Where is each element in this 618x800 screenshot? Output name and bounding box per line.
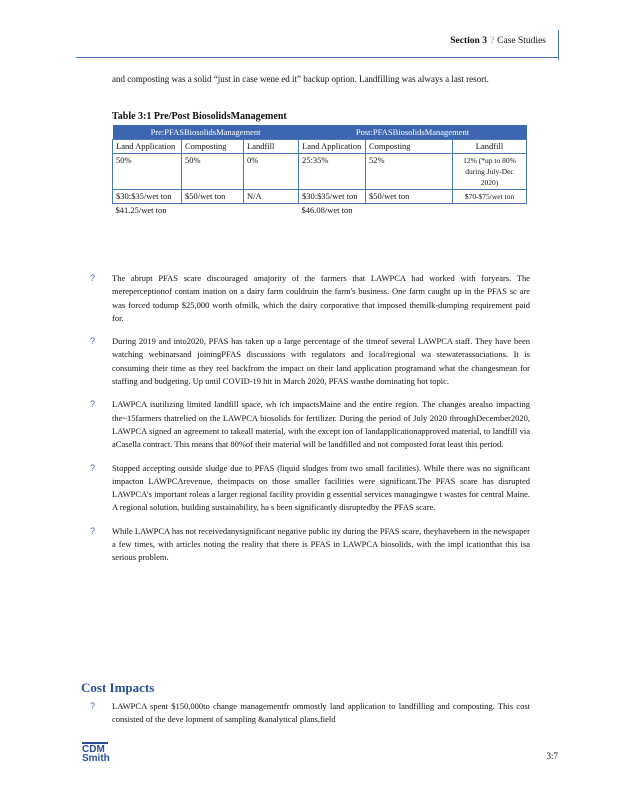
bullet-text: The abrupt PFAS scare discouraged amajority of the farmers that LAWPCA had worked with foryears. The mereperceptionof contam ination on a dairy farm couldruin the farm's business. One farm caught up in the PFAS sc are was forced todump $25,000 worth ofmilk, which the dairy corporative that imposed themilk-dumping requirement paid for.: [112, 273, 530, 323]
list-item: [90, 272, 530, 325]
column-header: Landfill: [453, 140, 527, 154]
page-number: 3:7: [546, 751, 558, 761]
list-item: [90, 700, 530, 727]
table-row: [113, 190, 527, 204]
table-cell: [182, 204, 244, 218]
bullet-text: While LAWPCA has not receivedanysignificant negative public ity during the PFAS scare, theyhavebeen in the newspaper a few times, with articles noting the reality that there is PFAS in LAWPCA biosolids, with the impl icationthat this isa serious problem.: [112, 525, 530, 563]
header-rule-vertical: [558, 30, 559, 60]
table-row: [113, 204, 527, 218]
header-separator: ?: [489, 36, 495, 46]
bullet-text: Stopped accepting outside sludge due to PFAS (liquid sludges from two small facilities). While there was no significant impacton LAWPCArevenue, theimpacts on those smaller facilities were significant.The PFAS scare has disrupted LAWPCA’s important roleas a larger regional facility providin g essential services managingwe t wastes for central Maine. A regional solution, building sustainability, ha s been significantly disruptedby the PFAS scare.: [112, 462, 530, 513]
column-header: Landfill: [244, 140, 299, 154]
table-cell: $70-$75/wet ton: [453, 190, 527, 204]
header-rule: [76, 57, 558, 58]
table-cell: [453, 204, 527, 218]
bullet-marker: ?: [90, 273, 96, 283]
bullet-text: LAWPCA spent $150,000to change managementfr ommostly land application to landfilling and composting. This cost consisted of the deve lopment of sampling &analytical plans,field: [112, 701, 530, 725]
bullet-list: [90, 272, 530, 575]
table-group-header-row: [113, 125, 527, 140]
cdm-smith-logo: [82, 741, 122, 763]
table-cell: [244, 204, 299, 218]
column-header: Composting: [366, 140, 453, 154]
table-cell: 25:35%: [299, 154, 366, 190]
table-cell: $50/wet ton: [182, 190, 244, 204]
cost-bullet-list: [90, 700, 530, 737]
table-cell: 52%: [366, 154, 453, 190]
table-cell: 50%: [182, 154, 244, 190]
intro-paragraph: and composting was a solid “just in case wene ed it” backup option. Landfilling was always a last resort.: [112, 74, 489, 84]
bullet-marker: ?: [90, 525, 96, 536]
table-cell: 50%: [113, 154, 182, 190]
table-cell: $50/wet ton: [366, 190, 453, 204]
table-cell: $46.08/wet ton: [301, 205, 353, 215]
table-cell: $41.25/wet ton: [115, 205, 167, 215]
bullet-marker: ?: [90, 399, 96, 410]
section-heading: Cost Impacts: [81, 680, 155, 695]
table-caption: Table 3:1 Pre/Post BiosolidsManagement: [112, 111, 287, 122]
biosolids-table: [112, 125, 527, 217]
table-cell: $30:$35/wet ton: [299, 190, 366, 204]
list-item: [90, 462, 530, 515]
pre-pfas-header: Pre:PFASBiosolidsManagement: [113, 125, 299, 140]
table-cell: $30:$35/wet ton: [113, 190, 182, 204]
column-header: Composting: [182, 140, 244, 154]
post-pfas-header: Post:PFASBiosolidsManagement: [299, 125, 527, 140]
column-header: Land Application: [299, 140, 366, 154]
table-cell: N/A: [244, 190, 299, 204]
table-cell: [366, 204, 453, 218]
column-header: Land Application: [113, 140, 182, 154]
bullet-marker: ?: [90, 336, 96, 347]
header-title: Case Studies: [497, 36, 546, 46]
bullet-marker: ?: [90, 701, 96, 711]
running-header: [450, 36, 546, 46]
bullet-marker: ?: [90, 462, 96, 473]
logo-line1: CDM: [82, 744, 105, 755]
table-cell: 12% (*up to 80% during July-Dec 2020): [453, 154, 527, 190]
list-item: [90, 525, 530, 565]
table-row: [113, 154, 527, 190]
section-label: Section 3: [450, 36, 487, 46]
list-item: [90, 398, 530, 451]
logo-line2: Smith: [82, 753, 110, 764]
table-column-header-row: [113, 140, 527, 154]
bullet-text: LAWPCA isutilizing limited landfill space, wh ich impactsMaine and the entire region. The changes arealso impacting the~15farmers thatrelied on the LAWPCA biosolids for fertilizer. During the period of July 2020 throughDecember2020, LAWPCA signed an agreement to takeall material, with the except ion of landapplicationapproved material, to landfill via aCasella contract. This means that 80%of their material will be landfilled and not composted forat least this period.: [112, 399, 530, 450]
bullet-text: During 2019 and into2020, PFAS has taken up a large percentage of the timeof several LAWPCA staff. They have been watching webinarsand joiningPFAS discussions with regulators and local/regional wa stewaterassociations. It is consuming their time as they reel backfrom the impact on their land application programand what the changesmean for staffing and budgeting. Up until COVID-19 hit in March 2020, PFAS wasthe dominating hot topic.: [112, 336, 530, 387]
list-item: [90, 335, 530, 388]
table-cell: 0%: [244, 154, 299, 190]
